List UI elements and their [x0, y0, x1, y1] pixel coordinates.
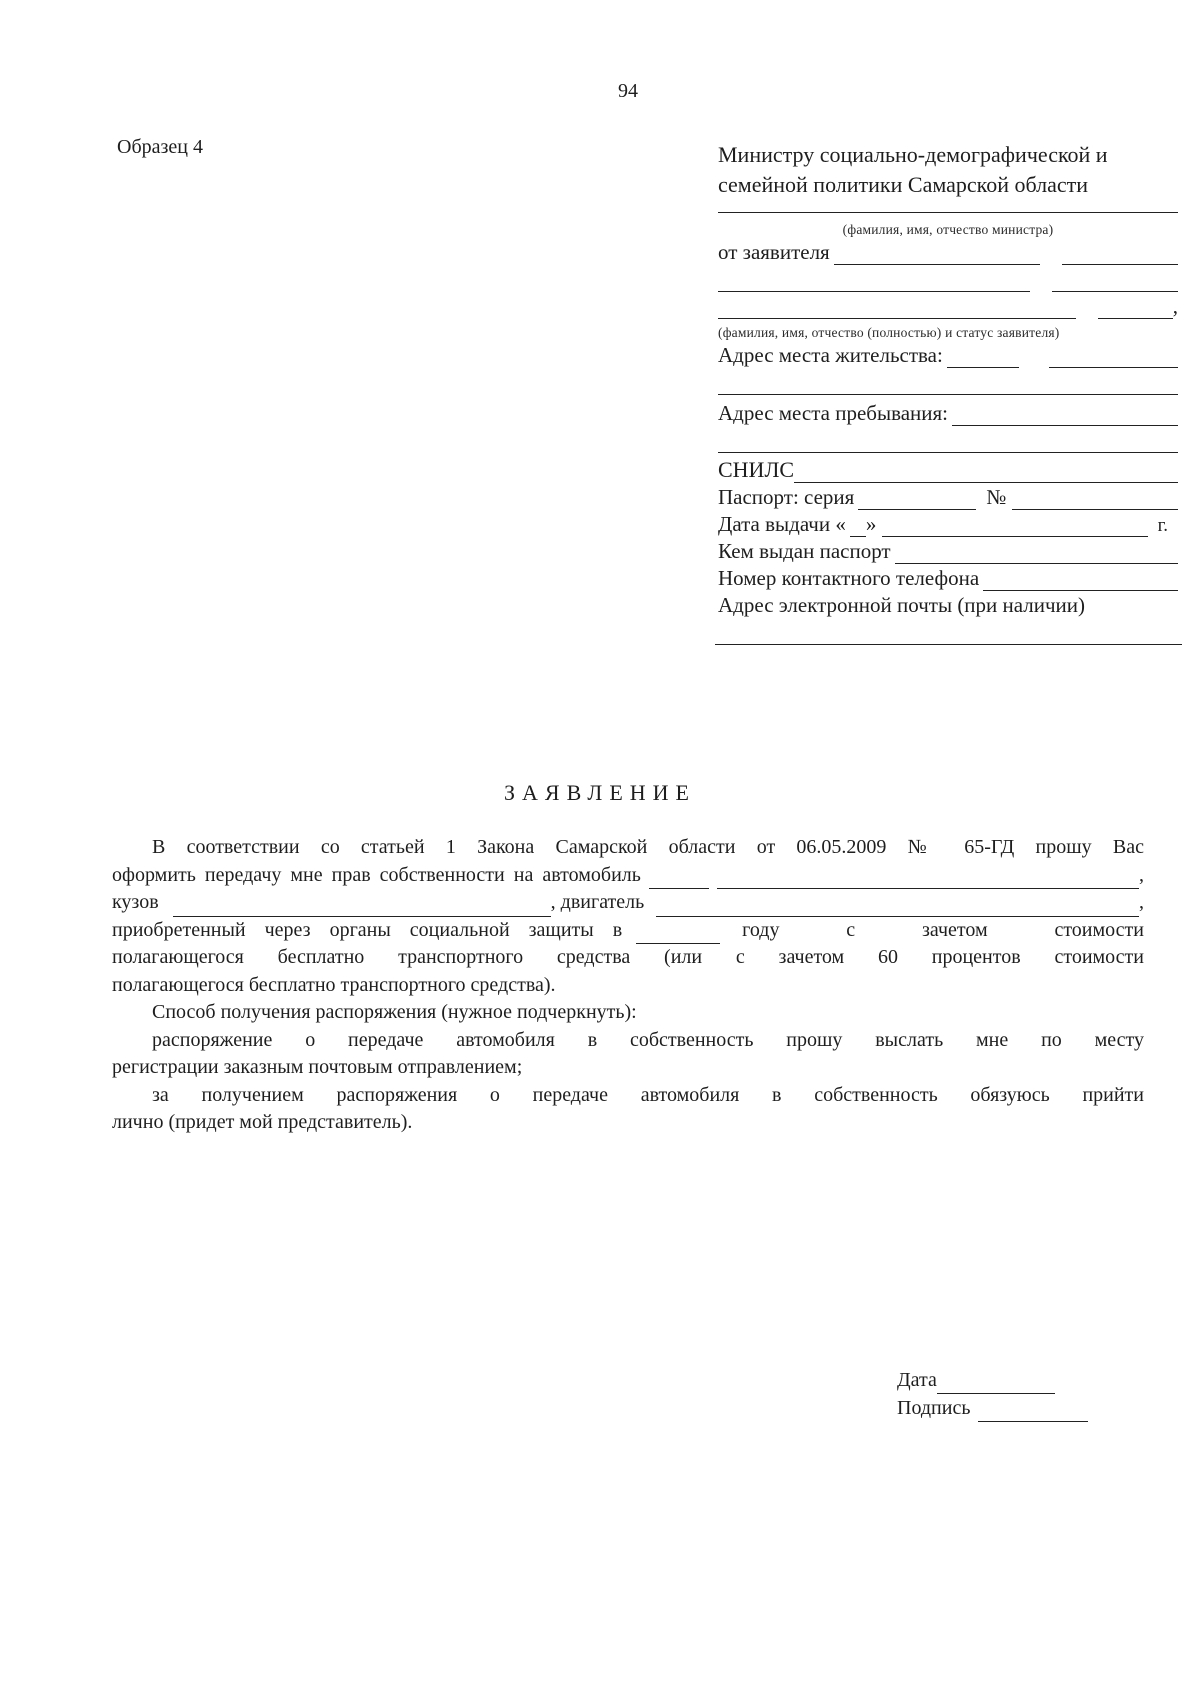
snils-label: СНИЛС [718, 457, 795, 482]
option1-line1-row[interactable] [112, 1027, 1144, 1055]
issued-by-label: Кем выдан паспорт [718, 539, 891, 563]
engine-label: , двигатель [550, 891, 645, 913]
method-heading-row [112, 999, 1144, 1027]
applicant-row-2 [718, 265, 1178, 292]
issue-month-blank[interactable] [882, 518, 1147, 537]
issue-day-blank[interactable] [850, 518, 866, 537]
snils-blank[interactable] [794, 464, 1178, 483]
option2-line2-row[interactable] [112, 1109, 1144, 1137]
snils-row [718, 453, 1178, 483]
date-label: Дата [897, 1369, 937, 1391]
stay-blank-2[interactable] [718, 434, 1178, 453]
from-applicant-label: от заявителя [718, 240, 830, 264]
engine-comma: , [1139, 891, 1144, 913]
issued-by-row [718, 537, 1178, 564]
car-model-blank-2[interactable] [717, 870, 1139, 889]
date-blank[interactable] [937, 1375, 1055, 1394]
applicant-row-3 [718, 292, 1178, 319]
issued-by-blank[interactable] [895, 545, 1178, 564]
para1-line2: оформить передачу мне прав собственности на автомобиль [112, 863, 641, 886]
statement-body [112, 834, 1144, 1137]
applicant-caption: (фамилия, имя, отчество (полностью) и статус заявителя) [718, 325, 1060, 340]
acquired-year-blank[interactable] [636, 925, 720, 944]
acquired-prefix: приобретенный через органы социальной защиты в [112, 918, 623, 941]
residence-label: Адрес места жительства: [718, 343, 943, 367]
signature-row [897, 1394, 1088, 1422]
passport-series-label: Паспорт: серия [718, 485, 855, 509]
passport-number-blank[interactable] [1012, 491, 1178, 510]
minister-name-blank[interactable] [718, 212, 1178, 213]
minister-caption: (фамилия, имя, отчество министра) [842, 222, 1054, 237]
phone-row [718, 564, 1178, 591]
option2-line1-row[interactable] [112, 1082, 1144, 1110]
para1-line1: В соответствии со статьей 1 Закона Самарской области от 06.05.2009 № 65-ГД прошу Вас [152, 836, 1144, 858]
method-heading: Способ получения распоряжения (нужное подчеркнуть): [152, 1001, 637, 1023]
acquired-row [112, 917, 1144, 945]
email-row [718, 591, 1178, 618]
para1-line6-row [112, 972, 1144, 1000]
email-label: Адрес электронной почты (при наличии) [718, 593, 1086, 617]
applicant-name-blank-6[interactable] [1098, 300, 1173, 319]
residence-row-2 [718, 368, 1178, 395]
from-applicant-row [718, 238, 1178, 265]
passport-number-sign: № [986, 485, 1007, 509]
stay-row-2 [718, 426, 1178, 453]
email-blank[interactable] [715, 626, 1182, 645]
option1-line2[interactable]: регистрации заказным почтовым отправлением; [112, 1056, 523, 1078]
option1-line2-row[interactable] [112, 1054, 1144, 1082]
applicant-name-blank-2[interactable] [1062, 246, 1178, 265]
phone-label: Номер контактного телефона [718, 566, 980, 590]
body-number-blank[interactable] [173, 898, 551, 917]
phone-blank[interactable] [983, 572, 1178, 591]
body-label: кузов [112, 891, 159, 913]
signature-blank[interactable] [978, 1403, 1088, 1422]
para1-line1-row [112, 834, 1144, 862]
passport-row [718, 483, 1178, 510]
applicant-name-blank-5[interactable] [718, 300, 1076, 319]
signature-block [897, 1366, 1088, 1422]
para1-line5: полагающегося бесплатно транспортного средства (или с зачетом 60 процентов стоимости [112, 946, 1144, 968]
addressee-title-line2: семейной политики Самарской области [718, 172, 1089, 197]
email-row-2 [715, 618, 1182, 645]
signature-label: Подпись [897, 1397, 971, 1419]
body-engine-row [112, 889, 1144, 917]
statement-title: ЗАЯВЛЕНИЕ [504, 780, 696, 805]
residence-blank-1[interactable] [947, 349, 1019, 368]
car-comma: , [1139, 863, 1144, 886]
stay-label: Адрес места пребывания: [718, 401, 949, 425]
issue-date-row [718, 510, 1178, 537]
sample-label: Образец 4 [117, 136, 203, 158]
applicant-comma: , [1172, 294, 1178, 318]
option2-line1[interactable]: за получением распоряжения о передаче автомобиля в собственность обязуюсь прийти [152, 1083, 1144, 1106]
addressee-block [718, 140, 1178, 645]
applicant-name-blank-4[interactable] [1052, 273, 1178, 292]
applicant-name-blank-1[interactable] [834, 246, 1040, 265]
engine-number-blank[interactable] [656, 898, 1139, 917]
applicant-name-blank-3[interactable] [718, 273, 1030, 292]
residence-blank-2[interactable] [1049, 349, 1178, 368]
addressee-title-line1: Министру социально-демографической и [718, 142, 1108, 167]
residence-row [718, 341, 1178, 368]
para1-line6: полагающегося бесплатно транспортного средства). [112, 973, 556, 996]
passport-series-blank[interactable] [858, 491, 976, 510]
issue-date-label: Дата выдачи « [718, 512, 846, 536]
residence-blank-3[interactable] [718, 376, 1178, 395]
option1-line1[interactable]: распоряжение о передаче автомобиля в собственность прошу выслать мне по месту [152, 1028, 1144, 1051]
page-number: 94 [618, 80, 638, 102]
para1-line2-row [112, 862, 1144, 890]
car-model-blank-1[interactable] [649, 870, 709, 889]
issue-year-suffix: г. [1157, 515, 1168, 536]
issue-date-close-quote: » [865, 512, 877, 536]
stay-blank-1[interactable] [952, 407, 1178, 426]
stay-row [718, 399, 1178, 426]
option2-line2[interactable]: лично (придет мой представитель). [112, 1111, 413, 1133]
acquired-suffix: году с зачетом стоимости [742, 918, 1144, 941]
para1-line5-row [112, 944, 1144, 972]
date-row [897, 1366, 1088, 1394]
